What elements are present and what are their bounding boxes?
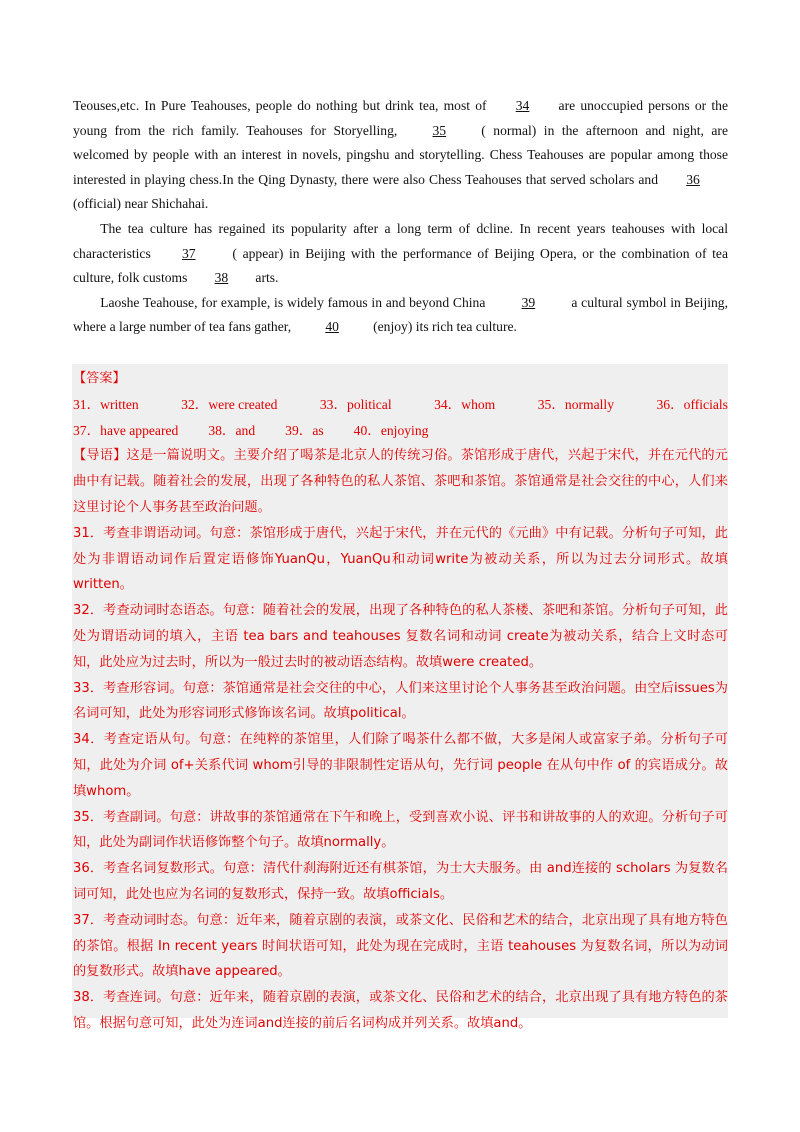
guide-paragraph: 【导语】这是一篇说明文。主要介绍了喝茶是北京人的传统习俗。茶馆形成于唐代，兴起于宋代，并在元代的元曲中有记载。随着社会的发展，出现了各种特色的私人茶馆、茶吧和茶馆。茶馆通常是社会交往的中心，人们来这里讨论个人事务甚至政治问题。 <box>73 448 728 515</box>
answer-section <box>72 364 728 1031</box>
blank-34: 34 <box>515 98 530 113</box>
blank-39: 39 <box>521 294 536 310</box>
explanation-33: 33．考查形容词。句意：茶馆通常是社会交往的中心，人们来这里讨论个人事务甚至政治问题。由空后issues为名词可知，此处为形容词形式修饰该名词。故填political。 <box>73 680 728 722</box>
blank-38: 38 <box>214 270 229 286</box>
answer-35: 35．normally <box>537 396 614 412</box>
answer-39: 39．as <box>285 422 324 438</box>
explanation-38: 38．考查连词。句意：近年来，随着京剧的表演，或茶文化、民俗和艺术的结合，北京出现了具有地方特色的茶馆。根据句意可知，此处为连词and连接的前后名词构成并列关系。故填and。 <box>73 990 728 1031</box>
passage-text: are unoccupied persons or the young from the rich family. Teahouses for Storyelling, <box>73 98 729 138</box>
passage-text: (official) near Shichahai. <box>73 196 209 212</box>
passage-paragraph-2 <box>73 217 728 291</box>
answer-37: 37．have appeared <box>73 422 179 438</box>
passage-text: The tea culture has regained its popularity after a long term of dcline. In recent years teahouses with local characteristics <box>73 220 728 261</box>
blank-35: 35 <box>432 122 447 138</box>
answer-33: 33．political <box>319 396 392 412</box>
explanation-37: 37．考查动词时态。句意：近年来，随着京剧的表演，或茶文化、民俗和艺术的结合，北京出现了具有地方特色的茶馆。根据 In recent years 时间状语可知，此处为现在完成时，主语 teahouses 为复数名词，所以为动词的复数形式。故填have appeared。 <box>73 912 728 980</box>
passage-text: Laoshe Teahouse, for example, is widely famous in and beyond China <box>100 294 486 310</box>
passage-text: ( appear) in Beijing with the performance of Beijing Opera, or the combination of tea culture, folk customs <box>73 245 728 286</box>
passage-text: a cultural symbol in Beijing, where a large number of tea fans gather, <box>73 294 728 335</box>
answer-header: 【答案】 <box>73 371 126 386</box>
answer-36: 36．officials <box>656 396 728 412</box>
blank-40: 40 <box>325 319 339 335</box>
answer-32: 32．were created <box>181 396 278 412</box>
passage-paragraph-1 <box>73 94 728 217</box>
passage-text: ( normal) in the afternoon and night, are welcomed by people with an interest in novels, pingshu and storytelling. Chess Teahouses are popular among those interested in playing chess.In the Qing Dynasty, there were also Chess Teahouses that served scholars and <box>73 122 728 187</box>
explanation-34: 34．考查定语从句。句意：在纯粹的茶馆里，人们除了喝茶什么都不做，大多是闲人或富家子弟。分析句子可知，此处为介词 of+关系代词 whom引导的非限制性定语从句，先行词 people 在从句中作 of 的宾语成分。故填whom。 <box>73 732 728 799</box>
answer-38: 38．and <box>208 422 256 438</box>
answer-34: 34．whom <box>434 396 496 412</box>
passage-text: (enjoy) its rich tea culture. <box>373 319 517 335</box>
passage-paragraph-3 <box>73 291 728 340</box>
passage-text: arts. <box>255 270 279 286</box>
passage <box>73 94 728 340</box>
answer-31: 31．written <box>73 396 139 412</box>
blank-37: 37 <box>181 245 196 261</box>
explanation-32: 32．考查动词时态语态。句意：随着社会的发展，出现了各种特色的私人茶楼、茶吧和茶馆。分析句子可知，此处为谓语动词的填入，主语 tea bars and teahouses 复数名词和动词 create为被动关系，结合上文时态可知，此处应为过去时，所以为一般过去时的被动语态结构。故填were created。 <box>73 603 728 670</box>
passage-text: Teouses,etc. In Pure Teahouses, people do nothing but drink tea, most of <box>73 98 487 113</box>
blank-36: 36 <box>686 171 700 187</box>
answer-row-1 <box>73 392 728 418</box>
explanation-31: 31．考查非谓语动词。句意：茶馆形成于唐代，兴起于宋代，并在元代的《元曲》中有记载。分析句子可知，此处为非谓语动词作后置定语修饰YuanQu，YuanQu和动词write为被动关系，所以为过去分词形式。故填written。 <box>73 525 728 593</box>
answer-row-2 <box>73 418 728 444</box>
explanation-36: 36．考查名词复数形式。句意：清代什刹海附近还有棋茶馆，为士大夫服务。由 and连接的 scholars 为复数名词可知，此处也应为名词的复数形式，保持一致。故填officials。 <box>73 861 728 902</box>
answer-40: 40．enjoying <box>353 422 429 438</box>
explanation-35: 35．考查副词。句意：讲故事的茶馆通常在下午和晚上，受到喜欢小说、评书和讲故事的人的欢迎。分析句子可知，此处为副词作状语修饰整个句子。故填normally。 <box>73 809 728 851</box>
